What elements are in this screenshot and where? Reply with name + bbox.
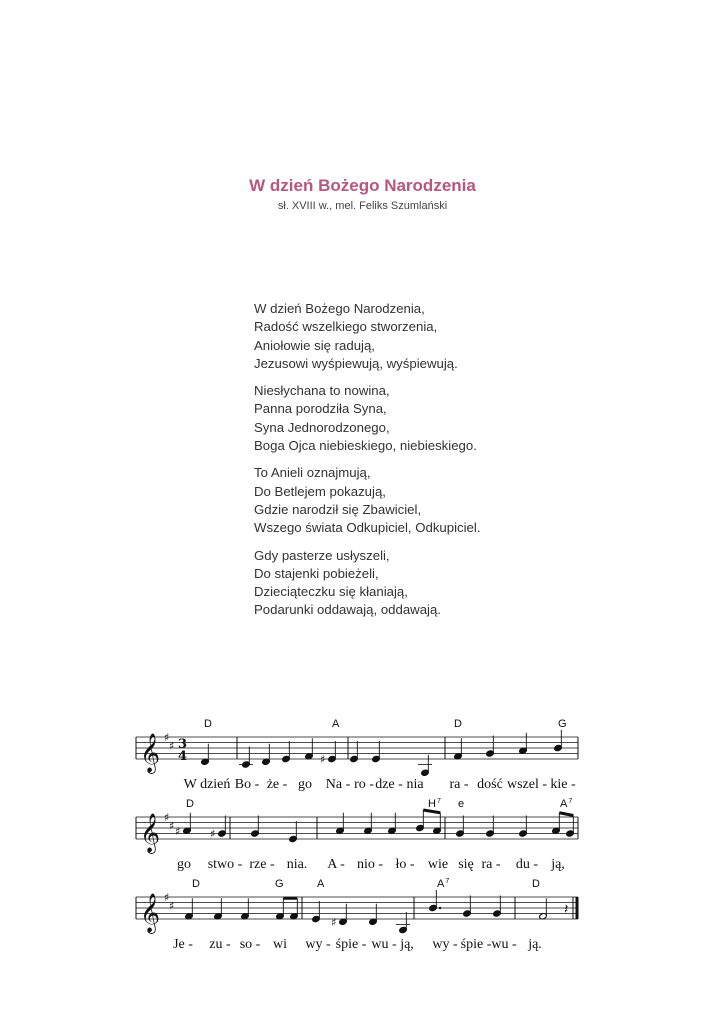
chord-symbol: G [558,718,567,730]
stanza-4 [254,547,480,620]
chord-symbol: $A^7$ [437,878,450,890]
lyric-syllable: ra - [449,777,469,792]
stanza-2 [254,382,480,455]
lyric-syllable: kie - [550,777,576,792]
lyric-syllable: rze - [249,857,275,872]
note-beam [559,813,573,816]
lyric-line: Podarunki oddawają, oddawają. [254,602,441,618]
time-signature-bottom: 4 [178,749,188,764]
quarter-rest-icon: 𝄽 [564,901,569,918]
note-dot [439,907,441,909]
sharp-icon: ♯ [175,824,181,838]
chord-superscript: 7 [436,798,441,805]
lyric-syllable: so - [239,937,261,952]
chord-symbol: $H^7$ [428,798,441,810]
lyric-line: Gdy pasterze usłyszeli, [254,547,390,563]
lyric-line: Do Betlejem pokazują, [254,483,386,499]
lyric-syllable: ją, [400,937,414,952]
sharp-icon: ♯ [320,753,326,766]
stanza-1 [254,300,480,373]
chord-symbol: G [275,878,284,890]
lyrics [254,300,480,629]
sharp-icon: ♯ [331,915,337,929]
lyric-line: Wszego świata Odkupiciel, Odkupiciel. [254,520,481,536]
score-system-3 [136,878,579,952]
chord-symbol: D [532,878,540,890]
lyric-syllable: Bo - [234,777,260,792]
sharp-icon: ♯ [164,811,170,824]
lyric-syllable: wu - [371,937,397,952]
lyric-line: Radość wszelkiego stworzenia, [254,319,438,335]
sharp-icon: ♯ [164,731,170,744]
chord-symbol: A [332,718,340,730]
lyric-syllable: nio - [356,857,384,872]
lyric-syllable: ją. [528,937,542,952]
chord-symbol: D [186,798,194,810]
lyric-line: Gdzie narodził się Zbawiciel, [254,501,422,517]
sharp-icon: ♯ [169,739,175,753]
lyric-line: Do stajenki pobieżeli, [254,565,379,581]
lyric-syllable: W dzień [183,777,231,792]
treble-clef-icon: 𝄞 [140,813,161,853]
lyric-syllable: nia. [286,857,308,872]
lyric-syllable: ra - [481,857,501,872]
lyric-syllable: ro - [354,777,374,792]
treble-clef-icon: 𝄞 [140,893,161,933]
sharp-icon: ♯ [169,899,175,913]
sharp-icon: ♯ [169,819,175,833]
chord-symbol: $A^7$ [560,798,573,810]
chord-symbol: A [317,878,325,890]
time-signature-top: 3 [178,737,188,752]
lyric-syllable: wy - [305,937,331,952]
chord-symbol: D [192,878,200,890]
lyric-syllable: Je - [173,937,193,952]
sharp-icon: ♯ [210,827,216,841]
chord-symbol: D [454,718,462,730]
stanza-3 [254,464,480,537]
chord-symbol: e [458,798,465,810]
lyric-syllable: go [298,777,312,792]
lyric-line: Niesłychana to nowina, [254,383,390,399]
note-beam [423,810,440,813]
lyric-syllable: wi [273,937,287,952]
lyric-syllable: Na - [325,777,351,792]
lyric-syllable: ją, [551,857,565,872]
lyric-syllable: stwo - [207,857,243,872]
lyric-syllable: nia [406,777,424,792]
lyric-syllable: zu - [209,937,231,952]
lyric-syllable: dze - [375,777,403,792]
final-barline [576,897,579,919]
sharp-icon: ♯ [164,891,170,904]
lyric-line: Jezusowi wyśpiewują, wyśpiewują. [254,355,458,371]
chord-superscript: 7 [445,878,450,885]
lyric-syllable: wie [427,857,449,872]
lyric-line: Panna porodziła Syna, [254,401,387,417]
lyric-line: Boga Ojca niebieskiego, niebieskiego. [254,438,477,454]
treble-clef-icon: 𝄞 [140,733,161,773]
lyric-line: Syna Jednorodzonego, [254,419,390,435]
lyric-line: Dzieciąteczku się kłaniają, [254,584,408,600]
song-credits: sł. XVIII w., mel. Feliks Szumlański [277,200,448,212]
music-score [0,700,725,970]
lyric-syllable: A - [327,857,345,872]
lyric-syllable: wu - [491,937,517,952]
lyric-syllable: go [177,857,191,872]
lyric-syllable: dość [477,777,503,792]
chord-symbol: D [204,718,212,730]
lyric-syllable: się [458,857,474,872]
lyric-syllable: że - [266,777,288,792]
score-system-1 [136,718,578,792]
lyric-line: To Anieli oznajmują, [254,465,371,481]
score-system-2 [136,798,578,872]
lyric-line: Aniołowie się radują, [254,337,375,353]
lyric-line: W dzień Bożego Narodzenia, [254,301,425,316]
lyric-syllable: wy - [432,937,458,952]
lyric-syllable: du - [515,857,539,872]
lyric-syllable: wszel - [506,777,548,792]
lyric-syllable: ło - [395,857,415,872]
chord-superscript: 7 [568,798,573,805]
lyric-syllable: śpie - [460,937,492,952]
lyric-syllable: śpie - [335,937,367,952]
song-title: W dzień Bożego Narodzenia [249,176,476,195]
